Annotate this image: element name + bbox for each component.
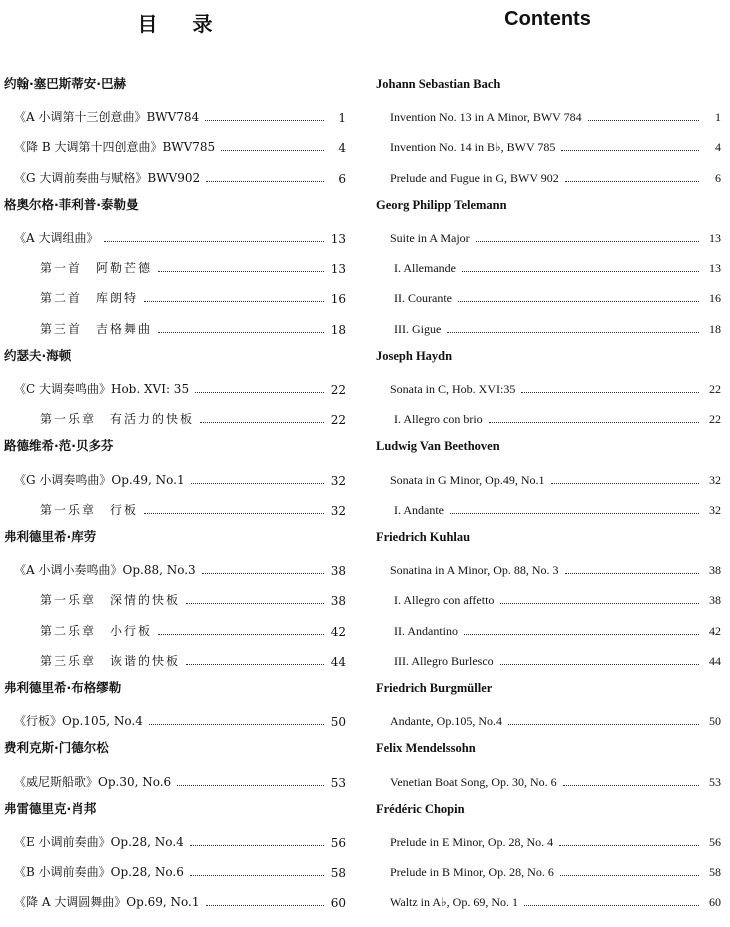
entry-title: 《A 小调小奏鸣曲》Op.88, No.3 [14,563,196,578]
toc-entry[interactable] [14,828,346,850]
toc-entry[interactable] [14,768,346,790]
entry-title: 《降 B 大调第十四创意曲》BWV785 [14,140,216,155]
page-number: 6 [715,170,721,185]
dot-leader [158,271,324,272]
dot-leader [144,513,324,514]
entry-title: Prelude and Fugue in G, BWV 902 [390,170,559,185]
toc-entry[interactable] [390,768,721,790]
entry-title: 《G 小调奏鸣曲》Op.49, No.1 [14,472,185,487]
dot-leader [200,422,324,423]
page-number: 16 [330,292,346,307]
dot-leader [500,603,699,604]
page-number: 60 [330,896,346,911]
toc-entry[interactable] [390,858,721,880]
toc-entry[interactable] [14,375,346,397]
page-number: 13 [709,231,721,245]
toc-subentry[interactable] [40,586,346,608]
toc-entry[interactable] [390,224,721,246]
entry-title: III. Gigue [394,321,442,336]
dot-leader [186,664,324,665]
page-number: 38 [709,563,721,578]
composer-heading: 约翰·塞巴斯蒂安·巴赫 [4,76,126,91]
page-number: 18 [330,322,346,337]
toc-subentry[interactable] [394,647,721,669]
toc-entry[interactable] [390,888,721,910]
dot-leader [177,785,324,786]
dot-leader [195,392,324,393]
toc-entry[interactable] [390,133,721,155]
dot-leader [462,271,699,272]
dot-leader [588,120,699,121]
composer-heading: Georg Philipp Telemann [376,197,507,212]
entry-title: 第二乐章 小行板 [40,623,153,638]
page-number: 42 [330,624,346,639]
toc-entry[interactable] [390,164,721,186]
dot-leader [559,845,699,846]
toc-subentry[interactable] [394,315,721,337]
entry-title: II. Courante [394,291,452,306]
page-number: 6 [338,171,346,186]
entry-title: Andante, Op.105, No.4 [390,714,502,729]
toc-subentry[interactable] [40,617,346,639]
dot-leader [524,905,699,906]
page-number: 22 [330,383,346,397]
toc-subentry[interactable] [394,405,721,427]
page-number: 56 [330,836,346,850]
toc-subentry[interactable] [40,405,346,427]
entry-title: I. Allegro con affetto [394,593,495,608]
dot-leader [447,332,699,333]
toc-entry[interactable] [14,888,346,910]
page-number: 32 [709,502,721,517]
dot-leader [560,875,699,876]
page-number: 58 [330,866,346,881]
entry-title: 《C 大调奏鸣曲》Hob. XVI: 35 [14,382,190,396]
composer-heading: Friedrich Burgmüller [376,681,493,695]
page-number: 22 [709,412,721,427]
entry-title: 《威尼斯船歌》Op.30, No.6 [14,774,172,789]
entry-title: Venetian Boat Song, Op. 30, No. 6 [390,774,557,789]
entry-title: 《B 小调前奏曲》Op.28, No.6 [14,865,184,880]
toc-subentry[interactable] [40,315,346,337]
dot-leader [144,301,324,302]
entry-title: 第二首 库朗特 [40,291,139,306]
dot-leader [206,905,325,906]
toc-subentry[interactable] [394,254,721,276]
toc-subentry[interactable] [40,496,346,518]
page-number: 53 [709,774,721,789]
page-number: 13 [330,232,346,246]
toc-title-chinese: 目 录 [137,12,227,36]
composer-heading: Joseph Haydn [376,348,453,363]
page-number: 56 [709,835,721,849]
dot-leader [190,845,324,846]
dot-leader [565,573,699,574]
toc-entry[interactable] [14,103,346,125]
toc-entry[interactable] [14,164,346,186]
entry-title: Waltz in A♭, Op. 69, No. 1 [390,895,519,910]
toc-title-english: Contents [504,8,591,30]
entry-title: Prelude in B Minor, Op. 28, No. 6 [390,865,554,880]
entry-title: 第一乐章 行板 [40,502,139,517]
dot-leader [221,150,324,151]
composer-heading: 弗利德里希·布格缪勒 [4,680,122,695]
toc-entry[interactable] [390,375,721,397]
dot-leader [489,422,699,423]
entry-title: III. Allegro Burlesco [394,653,494,668]
dot-leader [508,724,699,725]
entry-title: I. Allemande [394,261,456,276]
composer-heading: Ludwig Van Beethoven [376,439,500,454]
composer-heading: 约瑟夫·海顿 [4,347,72,363]
entry-title: Sonata in C, Hob. XVI:35 [390,382,516,396]
toc-subentry[interactable] [394,284,721,306]
page-number: 1 [715,110,721,125]
entry-title: 第三首 吉格舞曲 [40,321,153,336]
toc-entry[interactable] [390,466,721,488]
page-number: 38 [330,564,346,579]
entry-title: Sonata in G Minor, Op.49, No.1 [390,472,545,487]
dot-leader [565,181,699,182]
entry-title: II. Andantino [394,623,458,638]
entry-title: 《E 小调前奏曲》Op.28, No.4 [14,835,184,849]
toc-entry[interactable] [390,707,721,729]
toc-entry[interactable] [14,466,346,488]
toc-subentry[interactable] [40,254,346,276]
entry-title: 《A 大调组曲》 [14,231,99,245]
toc-subentry[interactable] [394,496,721,518]
dot-leader [521,392,699,393]
entry-title: I. Allegro con brio [394,412,483,427]
dot-leader [104,241,324,242]
dot-leader [476,241,699,242]
page-number: 22 [330,413,346,428]
entry-title: Prelude in E Minor, Op. 28, No. 4 [390,835,554,849]
toc-entry[interactable] [390,828,721,850]
dot-leader [158,634,324,635]
dot-leader [149,724,324,725]
dot-leader [464,634,699,635]
toc-subentry[interactable] [394,586,721,608]
composer-heading: 格奥尔格·菲利普·泰勒曼 [4,196,139,212]
page-number: 58 [709,865,721,880]
page-number: 44 [330,654,346,669]
composer-heading: 费利克斯·门德尔松 [4,740,109,756]
entry-title: Suite in A Major [390,231,470,245]
page-number: 42 [709,623,721,638]
entry-title: 《G 大调前奏曲与赋格》BWV902 [14,170,201,185]
page-number: 50 [709,714,721,729]
entry-title: 第一首 阿勒芒德 [40,261,153,276]
dot-leader [561,150,699,151]
composer-heading: Felix Mendelssohn [376,741,476,756]
toc-entry[interactable] [390,103,721,125]
dot-leader [205,120,324,121]
entry-title: 《行板》Op.105, No.4 [14,714,143,729]
page-number: 4 [715,140,721,155]
page-number: 38 [330,594,346,609]
dot-leader [551,483,699,484]
page-number: 38 [709,593,721,608]
entry-title: I. Andante [394,502,444,517]
dot-leader [458,301,699,302]
dot-leader [190,875,324,876]
dot-leader [563,785,699,786]
toc-subentry[interactable] [40,647,346,669]
dot-leader [158,332,324,333]
toc-entry[interactable] [14,858,346,880]
dot-leader [202,573,324,574]
page-number: 22 [709,382,721,396]
dot-leader [500,664,699,665]
entry-title: 第一乐章 有活力的快板 [40,412,195,427]
dot-leader [186,603,324,604]
entry-title: 《A 小调第十三创意曲》BWV784 [14,110,200,125]
composer-heading: Johann Sebastian Bach [376,77,501,91]
toc-subentry[interactable] [40,284,346,306]
dot-leader [206,181,324,182]
page-number: 13 [709,261,721,276]
composer-heading: Frédéric Chopin [376,801,465,816]
page-number: 32 [709,472,721,487]
page-number: 53 [330,775,346,790]
page-number: 44 [709,653,721,668]
entry-title: Sonatina in A Minor, Op. 88, No. 3 [390,563,559,578]
entry-title: 《降 A 大调圆舞曲》Op.69, No.1 [14,895,200,910]
composer-heading: Friedrich Kuhlau [376,530,471,544]
page-number: 18 [709,321,721,336]
composer-heading: 弗利德里希·库劳 [4,529,97,544]
page-number: 32 [330,503,346,518]
page-number: 13 [330,262,346,277]
page-number: 50 [330,715,346,730]
toc-entry[interactable] [14,133,346,155]
entry-title: 第一乐章 深情的快板 [40,593,181,608]
toc-entry[interactable] [14,707,346,729]
toc-entry[interactable] [390,556,721,578]
page-number: 32 [330,473,346,488]
toc-subentry[interactable] [394,617,721,639]
composer-heading: 路德维希·范·贝多芬 [4,438,114,454]
entry-title: 第三乐章 诙谐的快板 [40,653,181,668]
dot-leader [450,513,699,514]
toc-entry[interactable] [14,224,346,246]
page-number: 4 [338,141,346,156]
composer-heading: 弗雷德里克·肖邦 [4,800,97,816]
page-number: 60 [709,895,721,910]
toc-entry[interactable] [14,556,346,578]
dot-leader [191,483,324,484]
entry-title: Invention No. 14 in B♭, BWV 785 [390,140,556,155]
page-number: 1 [338,111,346,126]
entry-title: Invention No. 13 in A Minor, BWV 784 [390,110,582,125]
page-number: 16 [709,291,721,306]
